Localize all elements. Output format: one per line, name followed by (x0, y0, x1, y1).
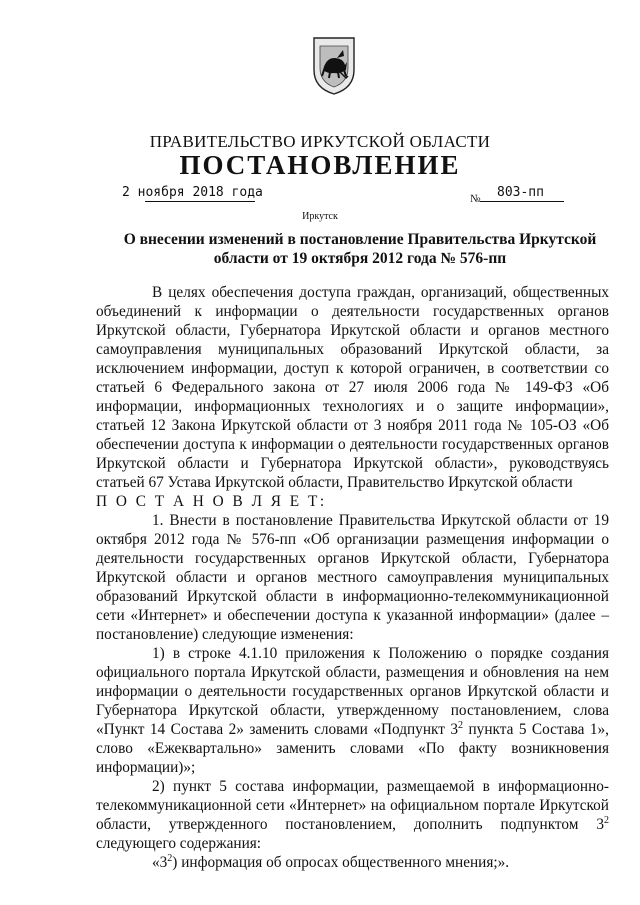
quote-text-b: ) информация об опросах общественного мнения;». (172, 854, 510, 871)
resolves-heading: П О С Т А Н О В Л Я Е Т: (96, 493, 327, 510)
document-body (96, 283, 609, 872)
title-line-1: О внесении изменений в постановление Правительства Иркутской (123, 231, 597, 248)
date-underline (145, 201, 255, 202)
subitem-1-text-b: пункта 5 Состава 1», слово «Ежеквартально» заменить словами «По факту возникновения информации)»; (96, 721, 609, 776)
title-line-2: области от 19 октября 2012 года № 576-пп (213, 250, 507, 267)
document-title (110, 230, 610, 268)
quote-paragraph (96, 853, 609, 872)
superscript: 2 (604, 815, 609, 826)
subitem-1-paragraph (96, 644, 609, 777)
city-name: Иркутск (302, 211, 338, 222)
quote-text-a: «3 (152, 854, 168, 871)
item-1-paragraph: 1. Внести в постановление Правительства Иркутской области от 19 октября 2012 года № 576-пп «Об организации размещения информации о деятельности государственных органов Иркутской области, Губернатора Иркутской области и органов местного самоуправления муниципальных образований Иркутской области в информационно-телекоммуникационной сети «Интернет» и обеспечении доступа к указанной информации» (далее – постановление) следующие изменения: (96, 512, 609, 643)
coat-of-arms-icon (310, 34, 358, 96)
superscript: 2 (458, 720, 464, 731)
document-type-heading: ПОСТАНОВЛЕНИЕ (179, 150, 461, 180)
number-underline (480, 201, 564, 202)
superscript: 2 (167, 853, 173, 864)
subitem-2-text-b: следующего содержания: (96, 835, 262, 852)
subitem-2-text-a: 2) пункт 5 состава информации, размещаемой в информационно-телекоммуникационной сети «Интернет» на официальном портале Иркутской области, утвержденного постановлением, дополнить подпунктом 3 (96, 778, 609, 833)
subitem-2-paragraph (96, 777, 609, 853)
subitem-1-text-a: 1) в строке 4.1.10 приложения к Положению о порядке создания официального портала Иркутской области, размещения и обновления на нем информации о деятельности государственных органов Иркутской области и Губернатора Иркутской области, утвержденному постановлением, слова «Пункт 14 Состава 2» заменить словами «Подпункт 3 (96, 645, 609, 738)
organization-name: ПРАВИТЕЛЬСТВО ИРКУТСКОЙ ОБЛАСТИ (149, 132, 491, 151)
preamble-paragraph: В целях обеспечения доступа граждан, организаций, общественных объединений к информации о деятельности государственных органов Иркутской области, Губернатора Иркутской области и органов местного самоуправления муниципальных образований Иркутской области, за исключением информации, доступ к которой ограничен, в соответствии со статьей 6 Федерального закона от 27 июля 2006 года № 149-ФЗ «Об информации, информационных технологиях и о защите информации», статьей 12 Закона Иркутской области от 3 ноября 2011 года № 105-ОЗ «Об обеспечении доступа к информации о деятельности государственных органов Иркутской области и Губернатора Иркутской области», руководствуясь статьей 67 Устава Иркутской области, Правительство Иркутской области (96, 284, 609, 491)
document-date: 2 ноября 2018 года (122, 185, 263, 200)
document-number: 803-пп (497, 185, 544, 200)
number-sign: № (470, 193, 481, 205)
